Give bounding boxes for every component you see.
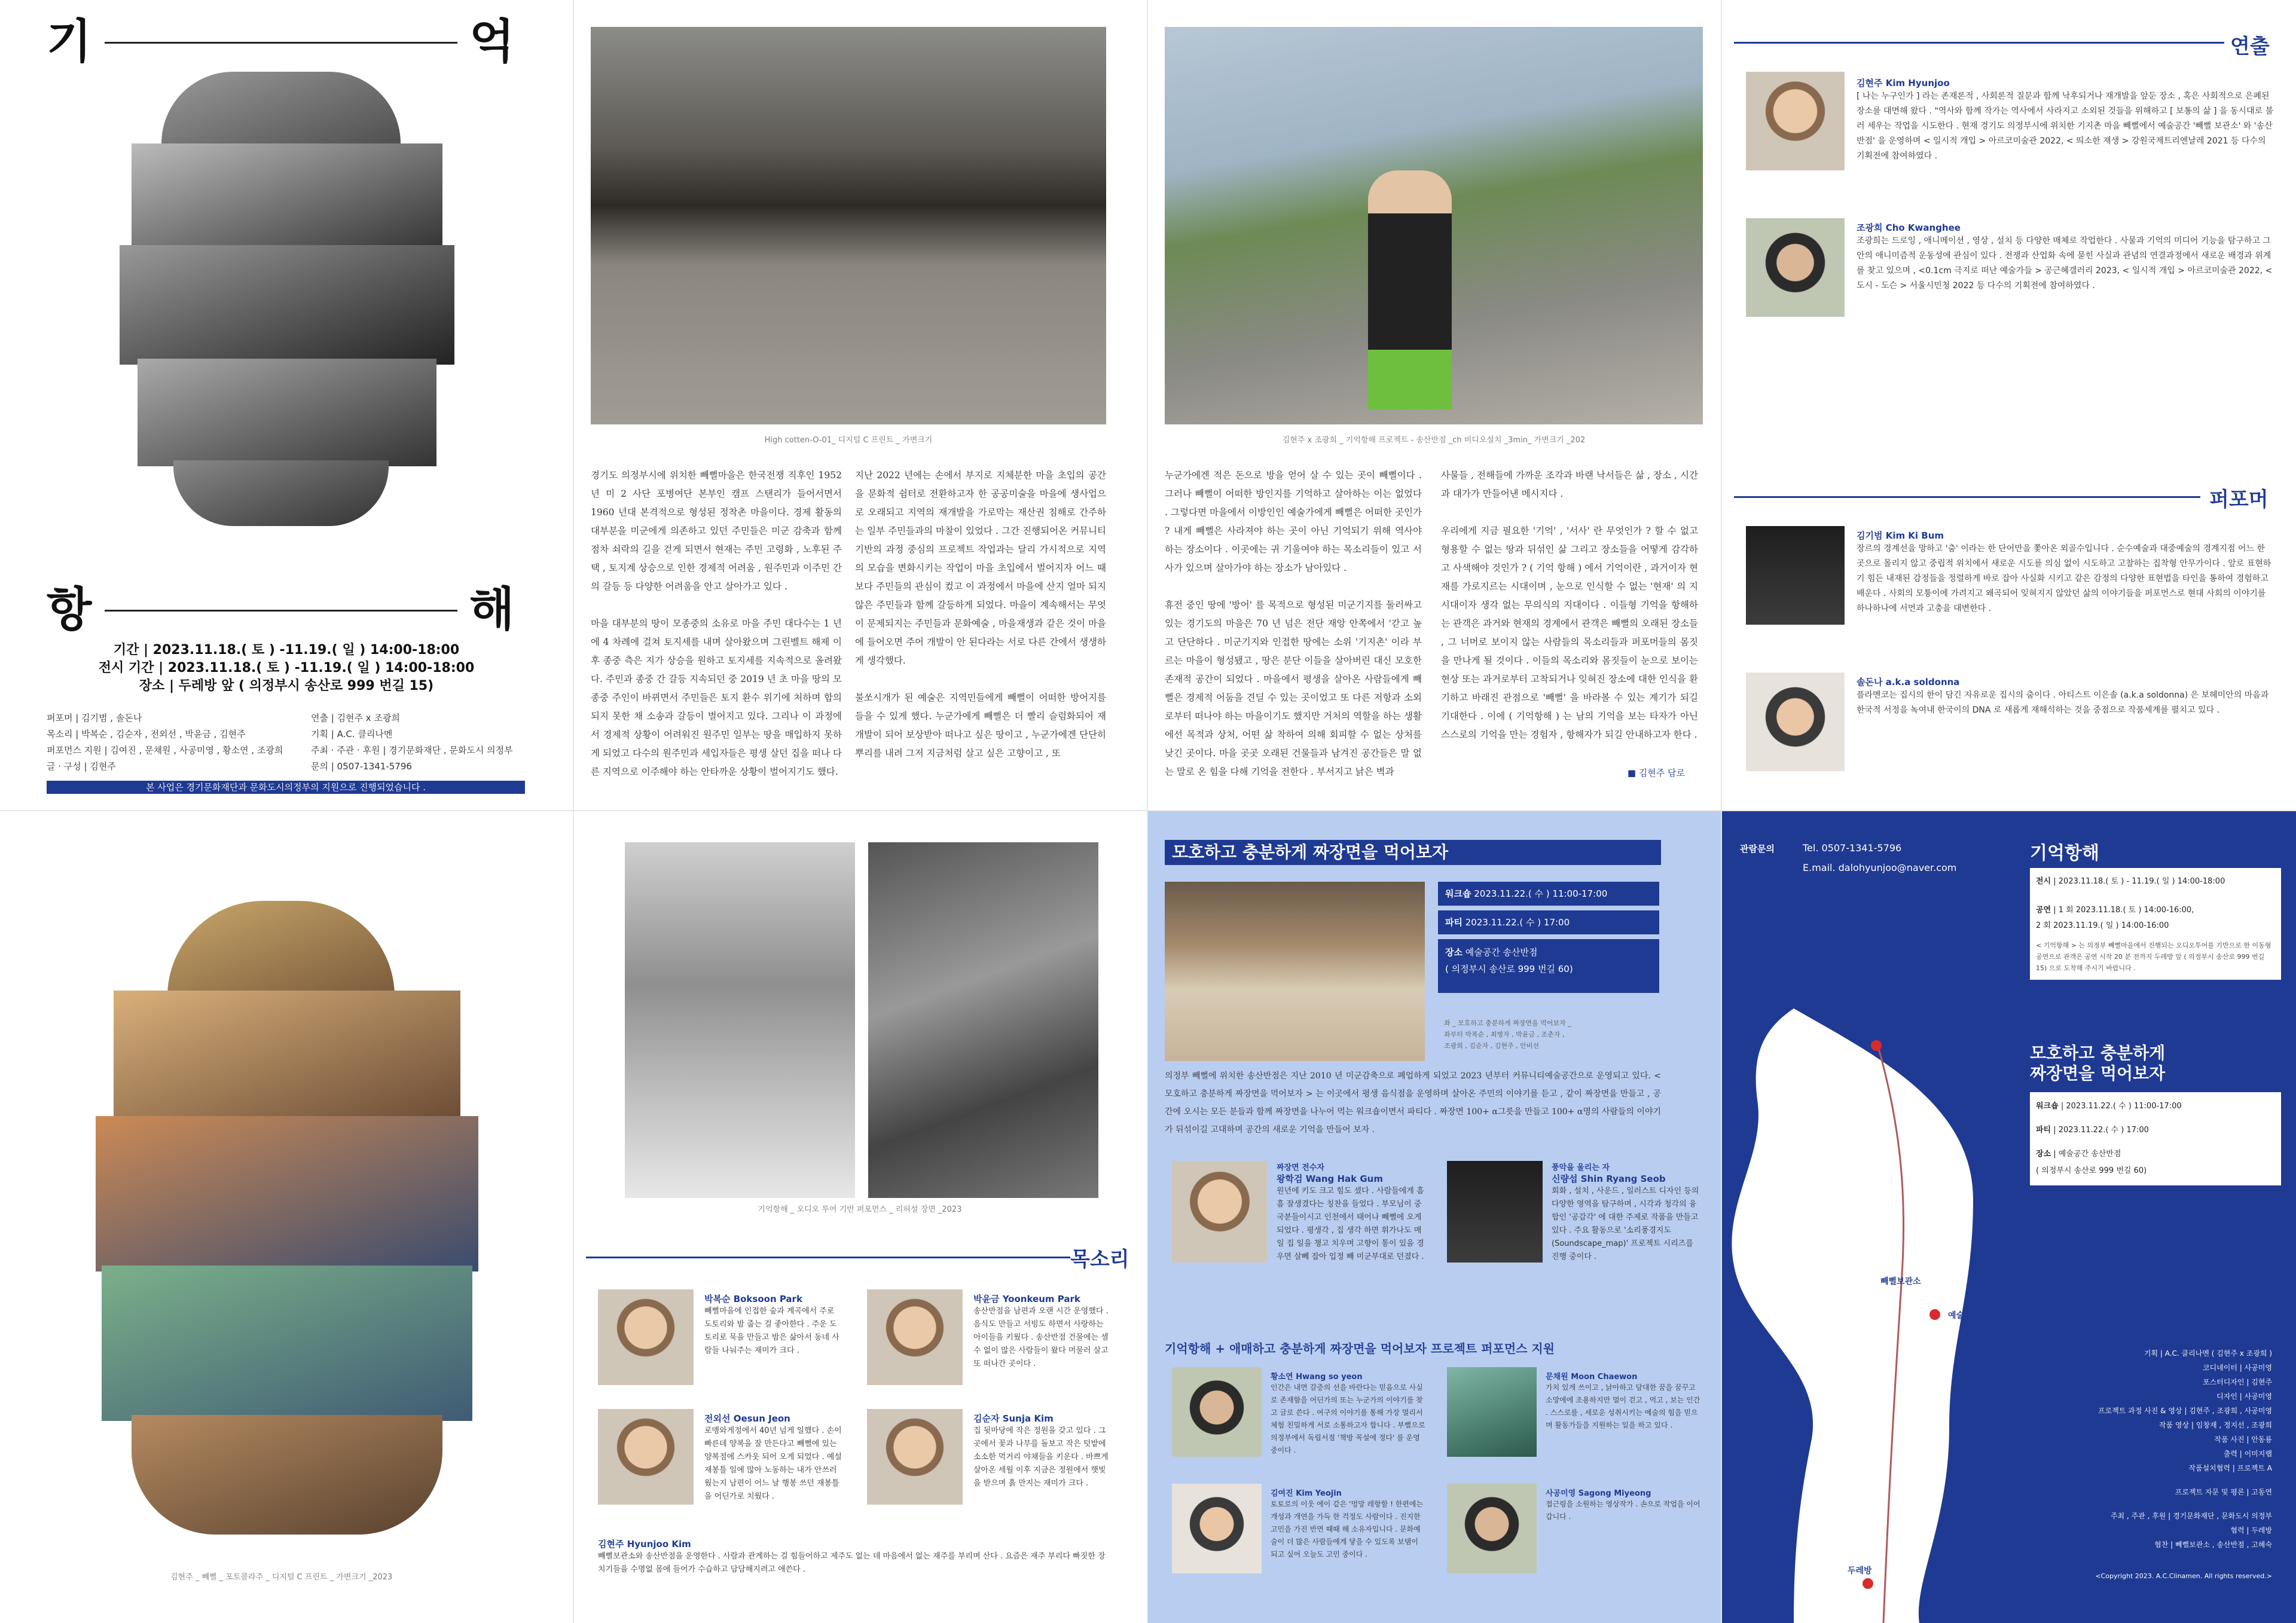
label: 장소 [2036, 1150, 2051, 1159]
bio-block [1546, 1487, 1701, 1523]
portrait-photo [1172, 1367, 1262, 1457]
cover-char: 해 [469, 583, 515, 635]
person-bio: 회화 , 설치 , 사운드 , 일러스트 디자인 등의 다양한 영역을 탐구하며 , 시각과 청각의 융합인 '공감각' 에 대한 주제로 작품을 만들고 있다 . 주요 활동으로 '소리풍경지도 (Soundscape_map)' 프로젝트 시리즈를 진행 중이다 . [1552, 1187, 1699, 1261]
credit-line: 문의 | 0507-1341-5796 [311, 761, 412, 772]
section-rule [1734, 42, 2224, 44]
portrait-photo [1447, 1484, 1537, 1573]
value: 2 회 2023.11.19.( 일 ) 14:00-16:00 [2036, 921, 2169, 930]
voices-panel [574, 811, 1147, 1623]
label: 파티 [1445, 917, 1463, 928]
cover-rule [105, 42, 457, 44]
person-name: 김기범 Kim Ki Bum [1857, 530, 1944, 541]
value: 2023.11.22.( 수 ) 17:00 [2058, 1126, 2149, 1135]
person-name: 황소연 Hwang so yeon [1271, 1373, 1363, 1381]
address: ( 의정부시 송산로 999 번길 60) [1445, 964, 1573, 974]
event-banner-title: 모호하고 충분하게 짜장면을 먹어보자 [1165, 840, 1661, 865]
bio-block [1857, 676, 2275, 718]
portrait-photo [1172, 1161, 1268, 1263]
person-name: 신량섭 Shin Ryang Seob [1552, 1173, 1666, 1184]
credit-line: 기획 | A.C. 클리나멘 ( 김현주 x 조광희 ) [2144, 1349, 2272, 1358]
contact-email: E.mail. dalohyunjoo@naver.com [1803, 862, 1957, 873]
person-name: 왕학검 Wang Hak Gum [1277, 1173, 1383, 1184]
event-details-box: 워크숍 | 2023.11.22.( 수 ) 11:00-17:00 파티 | 2023.11.22.( 수 ) 17:00 장소 | 예술공간 송산반점 ( 의정부시 송산로 999 번길 60) [2030, 1092, 2281, 1185]
author-signature: ■ 김현주 담로 [1627, 768, 1685, 778]
place-info [1438, 939, 1659, 993]
photo-caption: High cotten-O-01_ 디지털 C 프린트 _ 가변크기 [764, 436, 933, 445]
person-bio: 송산반점을 남편과 오랜 시간 운영했다 . 음식도 만들고 서빙도 하면서 사랑하는 아이들을 키웠다 . 송산반점 건물에는 셀 수 없이 많은 사람들이 왔다 머물러 살고 또 떠나간 곳이다 . [973, 1307, 1109, 1368]
person-bio: 로맹와게정에서 40년 넘게 일했다 . 손이 빠른데 양복을 잘 만든다고 빼뻘에 있는 양복점에 스카웃 되어 오게 되었다 . 예설 재봉틀 일에 많아 노동하는 내가 안쓰러웠는지 남편이 어느 날 행봉 쓰던 재봉틀을 어딘가로 치웠다 . [704, 1426, 842, 1501]
portrait-photo [598, 1409, 694, 1505]
essay-panel-2 [1148, 0, 1721, 810]
collage-panel [0, 811, 573, 1623]
location-marker [1871, 1040, 1882, 1051]
credit-line: 프로젝트 자문 및 평론 | 고동연 [2175, 1488, 2272, 1496]
party-time [1438, 910, 1659, 934]
cover-char: 기 [47, 15, 92, 68]
credit-line: 퍼포머 | 김기범 , 솔돈나 [47, 713, 142, 723]
portrait-photo [1172, 1484, 1262, 1573]
credit-line: 포스터디자인 | 김현주 [2202, 1378, 2272, 1386]
map-label: 빼뻘보관소 [1880, 1277, 1921, 1286]
bio-block [1546, 1370, 1701, 1432]
person-name: 김현주 Kim Hyunjoo [1857, 78, 1950, 88]
bio-block [1277, 1161, 1426, 1264]
portrait-photo [1746, 218, 1845, 317]
person-name: 문채원 Moon Chaewon [1546, 1373, 1638, 1381]
collage-caption: 김현주 _ 빼뻘 _ 포토콜라주 _ 디지털 C 프린트 _ 가변크기 _2023 [170, 1573, 393, 1582]
person-name: 박복순 Boksoon Park [704, 1294, 802, 1304]
credits-left [47, 710, 298, 775]
portrait-photo [1447, 1161, 1543, 1263]
photo-caption: 김현주 x 조광희 _ 기억항해 프로젝트 - 송산반점 _ch 비디오설치 _3min_ 가변크기 _202 [1282, 436, 1586, 445]
portrait-photo [1746, 526, 1845, 625]
map-label: 예술공간 송산반점 [1948, 1311, 2016, 1321]
credit-line: 목소리 | 박복순 , 김순자 , 전외선 , 박윤금 , 김현주 [47, 729, 246, 739]
workshop-time [1438, 882, 1659, 906]
person-bio: 집 뒷마당에 작은 정원을 갖고 있다 . 그곳에서 꽃과 나무를 돌보고 작은 텃밭에 소소한 먹거리 야채들을 키운다 . 바쁘게 살아온 세월 이후 지금은 정원에서 햇빛을 받으며 흙 만지는 재미가 크다 . [973, 1426, 1109, 1488]
essay-column: 사물들 , 전해들에 가까운 조각과 바랜 낙서들은 삶 , 장소 , 시간과 대가가 만들어낸 메시지다 . 우리에게 지금 필요한 '기억' , '서사' 란 무엇인가 ? 할 수 없고 형용할 수 없는 땅과 뒤섞인 삶 그리고 장소들을 어떻게 감각하고 사색해야 것인가 ? ( 기억 항해 ) 에서 기억이란 , 과거이자 현재를 가로지르는 시대이며 , 눈으로 인식할 수 없는 '현재' 의 지시대이자 생각 없는 무의식의 지대이다 . 이들형 기억을 항해하는 관객은 과거와 현재의 경계에서 관객은 빼뻘의 오래된 장소들 , 그 너머로 보이지 않는 사람들의 목소리들과 퍼포머들의 몸짓을 만나게 될 것이다 . 이들의 목소리와 몸짓들이 눈으로 보이는 현상 또는 과거로부터 고착되거나 잊혀진 장소에 대한 인식을 환기하고 바래진 관점으로 '빼뻘' 을 바라볼 수 있는 계기가 되길 기대한다 . 이에 ( 기억항해 ) 는 남의 기억을 보는 타자가 아닌 스스로의 기억을 만는 경험자 , 항해자가 되길 안내하고자 한다 . [1441, 470, 1698, 740]
color-photo-collage [96, 901, 478, 1535]
cover-char: 억 [469, 15, 515, 68]
credit-line: 작품 사진 | 안동룡 [2214, 1435, 2272, 1444]
essay-panel-1 [574, 0, 1147, 810]
cover-photo-collage [120, 72, 454, 526]
person-name: 사공미영 Sagong Miyeong [1546, 1489, 1651, 1498]
section-title: 연출 [2230, 35, 2270, 59]
bio-block [704, 1412, 842, 1503]
portrait-photo [1447, 1367, 1537, 1457]
contact-label: 관람문의 [1740, 843, 1775, 854]
bio-block [1857, 77, 2275, 164]
event-details-box: 전시 | 2023.11.18.( 토 ) - 11.19.( 일 ) 14:00-18:00 공연 | 1 회 2023.11.18.( 토 ) 14:00-16:00, 2 회 2023.11.19.( 일 ) 14:00-16:00 < 기억항해 > 는 의정부 빼뻘마을에서 진행되는 오디오투어를 기반으로 한 이동형 공연으로 관객은 공연 시작 20 분 전까지 두레방 앞 ( 의정부시 송산로 999 번길 15) 으로 도착해 주시기 바랍니다 . [2030, 868, 2281, 980]
value: 2023.11.22.( 수 ) 11:00-17:00 [2066, 1102, 2182, 1111]
address: ( 의정부시 송산로 999 번길 60) [2036, 1166, 2147, 1175]
credit-line: 협찬 | 빼뻘보관소 , 송산반점 , 고혜숙 [2154, 1541, 2272, 1549]
credits-right [311, 710, 538, 775]
credit-line: 출력 | 이미지랩 [2223, 1450, 2272, 1458]
section-rule [1734, 496, 2200, 498]
section-rule [586, 1257, 1070, 1258]
person-bio: 장르의 경계선을 망하고 '춤' 이라는 한 단어만을 쫓아온 외골수입니다 . 순수예술과 대중예술의 경계지점 어느 한 곳으로 몰리지 않고 중립적 위치에서 새로운 시도를 의심 없이 시도하고 고찰하는 집착형 안무가이다 . 앞로 표현하기 힘든 내재된 감정들을 정렬하게 바로 잡아 사실화 시키고 같은 감정의 다양한 표현법을 타인을 통하여 경험하고 배운다 . 사회의 모퉁이에 가려지고 왜곡되어 잊혀지지 않았던 삶의 이야기들을 퍼포먼스로 현대 사회의 이야기를 하나하나에 서먼과 고충을 대변한다 . [1857, 544, 2271, 613]
person-name: 김여진 Kim Yeojin [1271, 1489, 1342, 1498]
bio-block [1271, 1487, 1426, 1561]
credit-line: 작품설치협력 | 프로젝트 A [2188, 1464, 2272, 1472]
role-label: 풍악을 울리는 자 [1552, 1163, 1610, 1172]
value: 1 회 2023.11.18.( 토 ) 14:00-16:00, [2058, 906, 2194, 915]
role-label: 짜장면 전수자 [1277, 1163, 1324, 1172]
workshop-photo [1165, 882, 1425, 1061]
note: < 기억항해 > 는 의정부 빼뻘마을에서 진행되는 오디오투어를 기반으로 한 이동형 공연으로 관객은 공연 시작 20 분 전까지 두레방 앞 ( 의정부시 송산로 999 번길 15) 으로 도착해 주시기 바랍니다 . [2036, 942, 2271, 972]
person-bio: 플라멘코는 집시의 한이 담긴 자유로운 집시의 춤이다 . 아티스트 이은솔 (a.k.a soldonna) 은 보헤미안의 마음과 한국적 서정을 녹여내 한국이의 DNA 로 새롭게 재해석하는 것을 중점으로 작품세계를 펼치고 있다 . [1857, 690, 2269, 715]
label: 전시 [2036, 877, 2051, 886]
credits-list [2021, 1346, 2272, 1552]
location-marker [1863, 1578, 1873, 1589]
support-section-title: 기억항해 + 애매하고 충분하게 짜장면을 먹어보자 프로젝트 퍼포먼스 지원 [1165, 1341, 1555, 1356]
section-title: 목소리 [1070, 1248, 1129, 1271]
label: 파티 [2036, 1126, 2051, 1135]
bio-block [704, 1292, 842, 1358]
label: 워크숍 [1445, 888, 1471, 899]
credit-line: 주최 · 주관 · 후원 | 경기문화재단 , 문화도시 의정부 [311, 745, 513, 756]
credit-line: 작품 영상 | 임창재 , 정지선 , 조광희 [2158, 1421, 2272, 1429]
person-bio: 인간은 내면 갈증의 선을 바란다는 믿음으로 사실로 존재함을 어딘가의 또는 누군가의 이야기를 찾고 글로 쓴다 . 여구의 이야기를 통해 가장 멀리서 체험 친밀하게 서로 소통하고자 합니다 . 부뻘으로 의정부에서 독립서점 '책방 꼭설에 정다' 를 운영 중이다 . [1271, 1383, 1425, 1454]
location-marker [1929, 1309, 1940, 1320]
person-bio: 토토로의 이웃 에이 같은 '멍망 레항할 ! 한편에는 개성과 개연을 가득 한 걱정도 사람이다 . 진지한 고민을 가진 반면 때때 해 소유자입니다 . 문화예술이 더 많은 사람들에게 닿을 수 있도록 보탬이 되고 싶어 오늘도 고민 중이다 . [1271, 1500, 1424, 1558]
value: 2023.11.22.( 수 ) 17:00 [1465, 917, 1570, 928]
cover-panel [0, 0, 573, 810]
event-title: 모호하고 충분하게 짜장면을 먹어보자 [2030, 1043, 2166, 1083]
credit-line: 주최 , 주관 , 후원 | 경기문화재단 , 문화도시 의정부 [2110, 1512, 2272, 1520]
bio-block [1857, 529, 2275, 616]
person-bio: 조광희는 드로잉 , 애니메이션 , 영상 , 설치 등 다양한 매체로 작업한다 . 사물과 기억의 미디어 기능을 탐구하고 그 안의 애니미즘적 운동성에 관심이 있다 . 전쟁과 산업화 속에 묻힌 사실과 관념의 연결과정에서 새로운 배경과 위계를 찾고 있으며 , <0.1cm 극지로 떠난 예술가들 > 공근혜갤러리 2023, < 일시적 개입 > 아르코미술관 2022, < 도시 - 도슨 > 서울시민청 2022 등 다수의 기획전에 참여하였다 . [1857, 236, 2273, 291]
value: 예술공간 송산반점 [2058, 1150, 2121, 1159]
bio-block [1552, 1161, 1701, 1264]
person-name: 조광희 Cho Kwanghee [1857, 222, 1961, 233]
rehearsal-photo [625, 842, 855, 1198]
portrait-photo [867, 1409, 963, 1505]
info-map-panel [1722, 811, 2296, 1623]
map-label: 캠프스탠리출입문 [1849, 1022, 1914, 1032]
portrait-photo [867, 1289, 963, 1385]
rehearsal-photo [868, 842, 1098, 1198]
value: 예술공간 송산반점 [1465, 947, 1538, 958]
photo-caption: 좌 _ 모호하고 충분하게 짜장면을 먹어보자 _ 좌부터 박복순 , 최병자 , 박윤금 , 조춘자 , 조광희 , 김순자 , 김현주 , 안비선 [1444, 1019, 1571, 1050]
artwork-photo [591, 27, 1106, 424]
label: 장소 [1445, 947, 1463, 958]
jjajang-panel [1148, 811, 1721, 1623]
label: 워크숍 [2036, 1102, 2059, 1111]
credit-line: 프로젝트 과정 사진 & 영상 | 김현주 , 조광희 , 사공미영 [2097, 1407, 2272, 1415]
portrait-photo [1746, 673, 1845, 771]
bio-block [1857, 221, 2275, 294]
person-name: 김순자 Sunja Kim [973, 1413, 1054, 1424]
support-bar: 본 사업은 경기문화재단과 문화도시의정부의 지원으로 진행되었습니다 . [47, 781, 525, 794]
credit-line: 코디네이터 | 사공미영 [2202, 1364, 2272, 1372]
person-name: 전외선 Oesun Jeon [704, 1413, 790, 1424]
artwork-photo [1165, 27, 1703, 424]
credit-line: 연출 | 김현주 x 조광희 [311, 713, 400, 723]
map-label: 두레방 [1848, 1566, 1872, 1576]
bio-block [1271, 1370, 1426, 1457]
photo-caption: 기억항해 _ 오디오 투어 기반 퍼포먼스 _ 리허설 장면 _2023 [758, 1205, 962, 1214]
person-bio: 빼뻘마을에 인접한 숲과 계곡에서 주로 도토리와 밤 줍는 걸 좋아한다 . 주운 도토리로 묵을 만들고 밤은 삶아서 동네 사람들 나눠주는 재미가 크다 . [704, 1307, 839, 1355]
venue-text: 장소 | 두레방 앞 ( 의정부시 송산로 999 번길 15) [139, 678, 434, 693]
credit-line: 디자인 | 사공미영 [2216, 1392, 2272, 1401]
event-title: 기억항해 [2030, 843, 2099, 864]
event-intro: 의정부 빼뻘에 위치한 송산반점은 지난 2010 년 미군감축으로 폐업하게 되었고 2023 년부터 커뮤니티예술공간으로 운영되고 있다. < 모호하고 충분하게 짜장면을 먹어보자 > 는 이곳에서 평생 음식점을 운영하며 살아온 주민의 이야기를 듣고 , 같이 짜장면을 만들고 , 공간에 오시는 모든 분들과 함께 짜장면을 나누어 먹는 워크숍이면서 파티다 . 짜장면 100+ α그릇을 만들고 100+ α명의 사람들의 이야기가 뒤섞이길 고대하며 공간의 새로운 기억을 만들어 보자 . [1165, 1071, 1661, 1135]
period-text: 기간 | 2023.11.18.( 토 ) -11.19.( 일 ) 14:00-18:00 [113, 643, 460, 658]
credit-line: 퍼포먼스 지원 | 김여진 , 문채원 , 사공미영 , 황소연 , 조광희 [47, 745, 283, 756]
copyright: <Copyright 2023. A.C.Clinamen. All rights reserved.> [2095, 1572, 2272, 1580]
credit-line: 글 · 구성 | 김현주 [47, 761, 116, 772]
person-name: 박윤금 Yoonkeum Park [973, 1294, 1080, 1304]
credit-line: 기획 | A.C. 클리나멘 [311, 729, 393, 739]
portrait-photo [598, 1289, 694, 1385]
person-bio: 접근링을 소원하는 영상작가 . 손으로 작업을 이어 갑니다 . [1546, 1500, 1700, 1521]
cover-rule [105, 610, 457, 612]
bio-block [973, 1412, 1111, 1490]
person-bio: [ 나는 누구인가 ] 라는 존재론적 , 사회론적 질문과 함께 낙후되거나 재개발을 앞둔 장소 , 혹은 사회적으로 은폐된 장소를 대면해 왔다 . "역사와 함께 작가는 역사에서 사라지고 소외된 것들을 위해하고 [ 보통의 삶 ] 을 동시대로 불러 세우는 작업을 시도한다 . 현재 경기도 의정부시에 위치한 기지촌 마을 빼뻘에서 예술공간 '빼뻘 보관소' 와 '송산반점' 을 운영하며 < 일시적 개입 > 아르코미술관 2022, < 띄소한 재생 > 강원국제트리엔날레 2021 등 다수의 기획전에 참여하였다 . [1857, 91, 2273, 161]
artists-panel [1722, 0, 2296, 810]
person-name: 김현주 Hyunjoo Kim [598, 1539, 691, 1549]
cover-char: 항 [47, 583, 92, 635]
essay-column: 지난 2022 년에는 손에서 부지로 지체분한 마을 초입의 공간을 문화적 쉼터로 전환하고자 한 공공미술을 마을에 생사업으로 오래되고 지역의 재개발을 가로막는 재산권 침해로 간주하는 일부 주민들과의 마찰이 있었다 . 그간 진행되어온 커뮤니티 기반의 과정 중심의 프로젝트 작업과는 달리 가시적으로 지역의 모습을 변화시키는 작업이 마을 초입에서 벌어지자 어느 때 보다 주민들의 관심이 컸고 이 과정에서 마을에 산지 얼마 되지 않은 주민들과 함께 갈등하게 되었다. 마을이 계속해서는 무엇이 문제되지는 주민들과 문화예술 , 마을재생과 같은 것이 마을에 들어오면 주어 개발이 안 된다라는 서로 다른 간에서 생생하게 생각했다. 불쏘시개가 된 예술은 지역민들에게 빼뻘이 어떠한 방어지를 들을 수 있게 했다. 누군가에게 빼뻘은 더 빨리 슬럼화되어 재개발이 되어 보상받아 떠나고 싶은 땅이고 , 누군가에겐 단단히 뿌리를 내려 그저 지금처럼 살고 싶은 고향이고 , 또 [855, 470, 1106, 759]
credit-line: 협력 | 두레방 [2230, 1526, 2272, 1535]
bio-block [973, 1292, 1111, 1371]
essay-column: 누군가에겐 적은 돈으로 방을 얻어 살 수 있는 곳이 빼뻘이다 . 그러나 빼뻘이 어떠한 방인지를 기억하고 살아하는 이는 없었다 . 그렇다면 마을에서 이방인인 예술가에게 빼뻘은 어떠한 곳인가 ? 내게 빼뻘은 사라져야 하는 곳이 아닌 기억되기 위해 역사야 하는 장소이다 . 이곳에는 귀 기울여야 하는 목소리들이 있고 서사가 있으며 살아가야 하는 장소가 남아있다 . 휴전 중인 땅에 '방어' 를 목적으로 형성된 미군기지를 둘러싸고 있는 경기도의 마을은 70 년 넘은 전단 재앙 안쪽에서 '갇고 높고 단단하다 . 미군기지와 인접한 땅에는 소위 '기지촌' 이라 부르는 마을이 형성됐고 , 땅은 분단 이들을 살아버린 대신 모호한 존재적 공간이 되었다 . 마을에서 평생을 살아온 사람들에게 빼뻘은 경제적 어둠을 견딜 수 있는 곳이었고 또 다른 저항과 소외로부터 떠나야 하는 마을이기도 했지만 거처의 역할을 하는 생활에선 목적과 상처, 어떤 삶 착하여 의해 회피할 수 없는 상처를 낮긴 곳이다. 마을 곳곳 오래된 건물들과 남겨진 공간들은 말 없는 말로 온 힘을 다해 기억을 전한다 . 부서지고 낡은 벽과 [1165, 470, 1422, 777]
exhibition-period-text: 전시 기간 | 2023.11.18.( 토 ) -11.19.( 일 ) 14:00-18:00 [98, 661, 475, 676]
portrait-photo [1746, 72, 1845, 170]
contact-tel: Tel. 0507-1341-5796 [1803, 842, 1902, 854]
person-bio: 가치 있게 쓰이고 , 낡아하고 담대한 꿈을 꿈꾸고 소망에에 조용하지만 멀이 걷고 , 먹고 , 보는 인간 . 스스로를 , 세로운 성취시키는 예술의 힘을 믿으며 활동가들을 지원하는 일을 하고 있다 . [1546, 1383, 1700, 1429]
value: 2023.11.22.( 수 ) 11:00-17:00 [1474, 888, 1608, 899]
value: 2023.11.18.( 토 ) - 11.19.( 일 ) 14:00-18:00 [2058, 877, 2225, 886]
bio-block [598, 1538, 1112, 1576]
person-bio: 원년에 키도 크고 힘도 셌다 . 사람들에게 흠흠 잘생겼다는 칭찬을 들었다 . 부모님이 중국분들이시고 인천에서 태어나 빼뻘에 오게 되었다 . 평생각 , 집 생각 하면 휘가나도 매일 집 일을 챙고 치우며 고향이 통이 있을 경우면 살뻬 잡아 입정 빼 미군부대로 던졌다 . [1277, 1187, 1424, 1261]
section-title: 퍼포머 [2209, 488, 2268, 512]
person-name: 솔돈나 a.k.a soldonna [1857, 677, 1960, 687]
person-bio: 빼뻘보관소와 송산반점을 운영한다 . 사람과 관계하는 걸 힘들어하고 제주도 없는 데 마음에서 없는 재주를 부리며 산다 . 요즘은 재주 부리다 빠짓한 장치기들을 수명없 몸에 들어가 수습하고 담담해지려고 애쓴다 . [598, 1552, 1106, 1574]
label: 공연 [2036, 906, 2051, 915]
essay-column: 경기도 의정부시에 위치한 빼뻘마을은 한국전쟁 직후인 1952 년 미 2 사단 포병여단 본부인 캠프 스탠리가 들어서면서 1960 년대 본격적으로 형성된 정착촌 마을이다. 경제 활동의 대부분을 미군에게 의존하고 있던 주민들은 미군 감축과 함께 점차 쇠락의 길을 걷게 되면서 현재는 주민 고령화 , 노후된 주택 , 토지계 상승으로 인한 경제적 어려움 , 원주민과 이주민 간의 갈등 등 다양한 어려움을 안고 살아가고 있다 . 마을 대부분의 땅이 모종중의 소유로 마을 주민 대다수는 1 년에 4 차례에 걸쳐 토지세를 내며 살아왔으며 그린벨트 해제 이후 종중 측은 지가 상승을 원하고 토지세를 지속적으로 올려왔다. 주민과 종중 간 갈등 지속되던 중 2019 년 초 마을 땅의 모종중 주인이 바뀌면서 주민들은 토지 환수 위기에 처하며 합의되지 못한 채 소송과 갈등이 벌어지고 있다. 그리나 이 과정에서 경제적 상황이 어려워진 원주민 일부는 땅을 매입하지 못하게 되었고 다수의 원주민과 세입자들은 평생 살던 집을 떠나 다른 지역으로 이주해야 하는 안타까운 상황이 벌어지기도 했다. [591, 470, 842, 777]
